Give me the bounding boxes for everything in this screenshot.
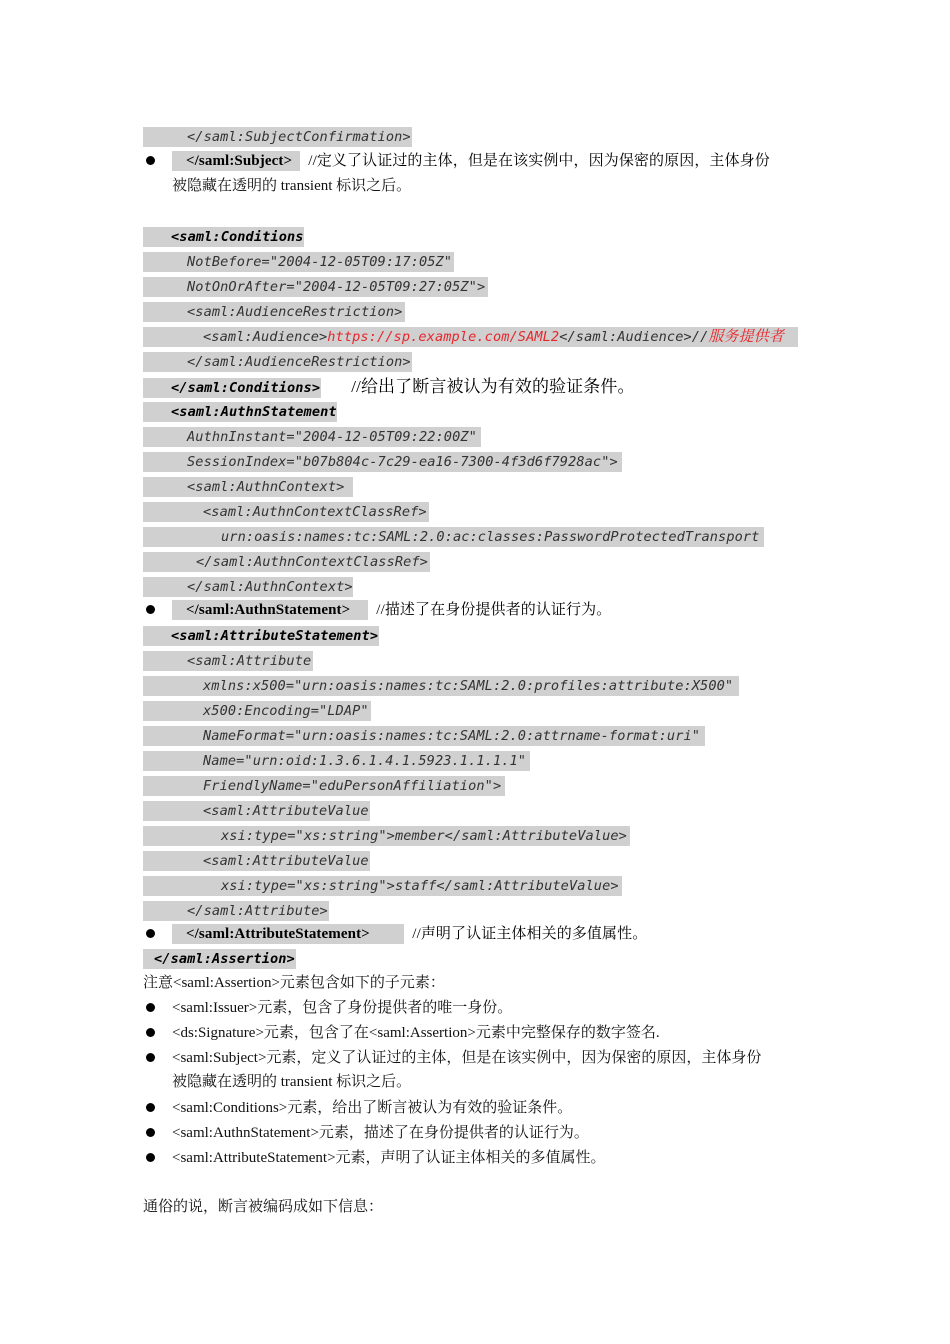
intro-text: 注意<saml:Assertion>元素包含如下的子元素： <box>143 975 445 991</box>
code-line: SessionIndex="b07b804c-7c29-ea16-7300-4f3d6f7928ac"> <box>143 451 622 473</box>
code-line: </saml:AudienceRestriction> <box>143 351 412 373</box>
code-line: </saml:AuthnStatement> //描述了在身份提供者的认证行为。 <box>172 599 611 621</box>
code-line: <saml:AuthnStatement <box>143 401 337 423</box>
code-line: urn:oasis:names:tc:SAML:2.0:ac:classes:PasswordProtectedTransport <box>143 526 764 548</box>
code-line: <saml:AttributeValue <box>143 850 370 872</box>
code-line: <saml:AttributeStatement> <box>143 625 379 647</box>
code-line: NotOnOrAfter="2004-12-05T09:27:05Z"> <box>143 276 488 298</box>
code-line: xsi:type="xs:string">member</saml:AttributeValue> <box>143 825 630 847</box>
code-line: </saml:AuthnContext> <box>143 576 353 598</box>
code-line: xmlns:x500="urn:oasis:names:tc:SAML:2.0:profiles:attribute:X500" <box>143 675 739 697</box>
code-line: x500:Encoding="LDAP" <box>143 700 371 722</box>
code-line: xsi:type="xs:string">staff</saml:AttributeValue> <box>143 875 622 897</box>
code-line: <saml:AuthnContextClassRef> <box>143 501 429 523</box>
bullet <box>146 1103 155 1112</box>
bullet <box>146 1028 155 1037</box>
code-line: <saml:Conditions <box>143 226 304 248</box>
list-item: <saml:Issuer>元素，包含了身份提供者的唯一身份。 <box>172 1000 513 1016</box>
list-item: <saml:Subject>元素，定义了认证过的主体，但是在该实例中，因为保密的原因，主体身份 <box>172 1050 762 1066</box>
text-line: 被隐藏在透明的 transient 标识之后。 <box>172 178 412 194</box>
bullet <box>146 929 155 938</box>
code-line: </saml:SubjectConfirmation> <box>143 126 412 148</box>
code-line: </saml:AuthnContextClassRef> <box>143 551 430 573</box>
bullet <box>146 605 155 614</box>
code-line: <saml:AuthnContext> <box>143 476 353 498</box>
code-line: NameFormat="urn:oasis:names:tc:SAML:2.0:attrname-format:uri" <box>143 725 705 747</box>
code-line: </saml:Assertion> <box>143 948 296 970</box>
code-line: Name="urn:oid:1.3.6.1.4.1.5923.1.1.1.1" <box>143 750 530 772</box>
code-line: <saml:AudienceRestriction> <box>143 301 405 323</box>
bullet <box>146 156 155 165</box>
code-line: <saml:Attribute <box>143 650 313 672</box>
list-item-continuation: 被隐藏在透明的 transient 标识之后。 <box>172 1074 412 1090</box>
bullet <box>146 1053 155 1062</box>
code-line: </saml:Conditions> //给出了断言被认为有效的验证条件。 <box>143 376 635 398</box>
bullet <box>146 1003 155 1012</box>
code-line: </saml:AttributeStatement> //声明了认证主体相关的多值属性。 <box>172 923 647 945</box>
code-line: <saml:AttributeValue <box>143 800 370 822</box>
code-line: FriendlyName="eduPersonAffiliation"> <box>143 775 505 797</box>
list-item: <saml:AttributeStatement>元素，声明了认证主体相关的多值属性。 <box>172 1150 606 1166</box>
summary-text: 通俗的说，断言被编码成如下信息： <box>143 1199 384 1215</box>
bullet <box>146 1153 155 1162</box>
code-line: </saml:Subject> //定义了认证过的主体，但是在该实例中，因为保密的原因，主体身份 <box>172 150 770 172</box>
list-item: <saml:AuthnStatement>元素，描述了在身份提供者的认证行为。 <box>172 1125 589 1141</box>
list-item: <ds:Signature>元素，包含了在<saml:Assertion>元素中完整保存的数字签名. <box>172 1025 660 1041</box>
code-line: </saml:Attribute> <box>143 900 329 922</box>
code-line: <saml:Audience>https://sp.example.com/SAML2</saml:Audience>//服务提供者 <box>143 326 798 348</box>
code-line: NotBefore="2004-12-05T09:17:05Z" <box>143 251 454 273</box>
bullet <box>146 1128 155 1137</box>
code-line: AuthnInstant="2004-12-05T09:22:00Z" <box>143 426 481 448</box>
list-item: <saml:Conditions>元素，给出了断言被认为有效的验证条件。 <box>172 1100 573 1116</box>
